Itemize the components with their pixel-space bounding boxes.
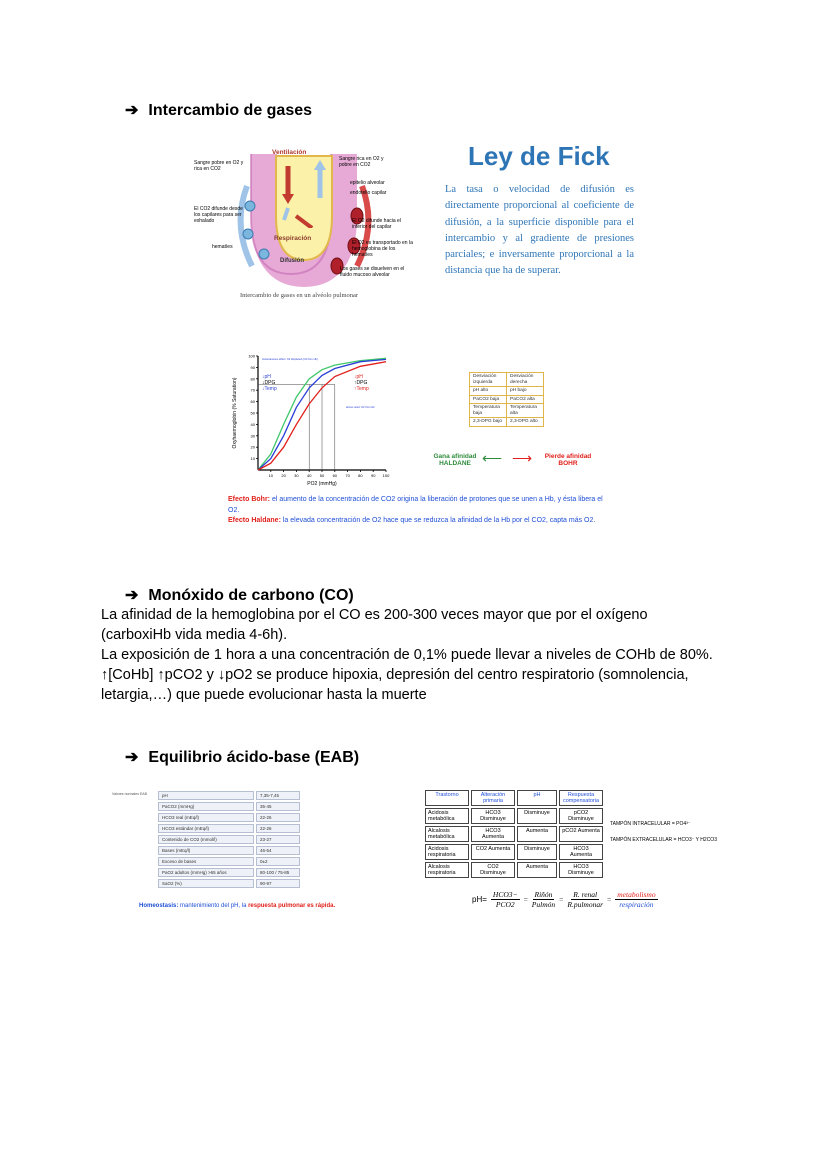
bohr-line bbox=[228, 495, 608, 516]
x-tick-label: 50 bbox=[319, 473, 325, 478]
section-heading-gases bbox=[125, 100, 312, 120]
ref-cell: SaO2 (%) bbox=[158, 879, 254, 888]
y-tick-label: 90 bbox=[250, 364, 255, 370]
eab-table bbox=[423, 788, 605, 880]
ref-cell: PaCO2 (mmHg) bbox=[158, 802, 254, 811]
eab-cell: HCO3 Aumenta bbox=[471, 826, 515, 842]
ref-cell: 35-45 bbox=[256, 802, 300, 811]
ref-cell: Bases (mEq/l) bbox=[158, 846, 254, 855]
shift-table bbox=[469, 372, 544, 427]
chart-svg bbox=[228, 350, 393, 490]
ref-cell: 90-97 bbox=[256, 879, 300, 888]
y-tick-label: 100 bbox=[248, 353, 255, 359]
shift-cell: pH alto bbox=[470, 387, 507, 396]
ref-table bbox=[156, 789, 302, 890]
eab-cell: HCO3 Disminuye bbox=[471, 808, 515, 824]
label-o2-transportado: El O2 es transportado en la hemoglobina de los hematíes bbox=[352, 240, 413, 258]
section-title: Intercambio de gases bbox=[148, 102, 313, 119]
y-tick-label: 70 bbox=[250, 387, 255, 393]
label-co2-difunde: El CO2 difunde desde los capilares para ser exhalado bbox=[194, 206, 243, 224]
gana-afinidad bbox=[430, 453, 480, 467]
y-tick-label: 20 bbox=[250, 444, 255, 450]
shift-cell: pH bajo bbox=[507, 387, 544, 396]
label-sangre-pobre: Sangre pobre en O2 y rica en CO2 bbox=[194, 160, 244, 172]
pierde-afinidad bbox=[540, 453, 596, 467]
x-axis-label: PO2 (mmHg) bbox=[307, 481, 337, 487]
eab-cell: pCO2 Disminuye bbox=[559, 808, 603, 824]
y-tick-label: 40 bbox=[250, 421, 255, 427]
annotation-top: Instantaneous effect: O2 displaced (O2 from Hb) bbox=[262, 358, 318, 361]
fraction-den: PCO2 bbox=[495, 900, 515, 909]
x-tick-label: 60 bbox=[332, 473, 338, 478]
ref-cell: 80-100 / 75-85 bbox=[256, 868, 300, 877]
label-gases-disuelven: Los gases se disuelven en el fluido mucoso alveolar bbox=[340, 266, 405, 278]
fraction-num: metabolismo bbox=[617, 890, 656, 899]
co-paragraph: La exposición de 1 hora a una concentración de 0,1% puede llevar a niveles de COHb de 80%. bbox=[101, 647, 713, 663]
bohr-label: Efecto Bohr: bbox=[228, 496, 270, 503]
arrow-left-icon: ⟵ bbox=[482, 450, 503, 466]
eab-cell: HCO3 Disminuye bbox=[559, 862, 603, 878]
y-tick-label: 10 bbox=[250, 456, 255, 462]
eab-cell: Alcalosis respiratoria bbox=[425, 862, 469, 878]
annotation-small: above rated: O2 from Hb bbox=[346, 406, 375, 409]
alveolus-fluid bbox=[276, 156, 332, 260]
shift-cell: PaCO2 alta bbox=[507, 395, 544, 404]
x-tick-label: 10 bbox=[268, 473, 274, 478]
gana-sub: HALDANE bbox=[439, 460, 471, 467]
label-ventilacion: Ventilación bbox=[272, 149, 307, 156]
figure-caption: Intercambio de gases en un alvéolo pulmonar bbox=[240, 292, 359, 299]
x-tick-label: 20 bbox=[281, 473, 286, 478]
fraction-den: respiración bbox=[619, 900, 654, 909]
bohr-text: el aumento de la concentración de CO2 origina la liberación de protones que se unen a Hb, y ésta libera el O2. bbox=[228, 496, 603, 514]
x-tick-label: 30 bbox=[294, 473, 299, 478]
arrow-right-icon: ➔ bbox=[125, 749, 139, 766]
fraction-num: HCO3− bbox=[492, 890, 518, 899]
fraction-den: R.pulmonar bbox=[567, 900, 603, 909]
ref-cell: HCO3 real (mEq/l) bbox=[158, 813, 254, 822]
label-endotelio: endotelio capilar bbox=[350, 190, 387, 196]
label-epitelio: epitelio alveolar bbox=[350, 180, 385, 186]
shift-cell: Temperatura alta bbox=[507, 404, 544, 418]
pierde-sub: BOHR bbox=[558, 460, 578, 467]
homeostasis-text: mantenimiento del pH, la bbox=[180, 903, 247, 909]
label-o2-difunde: El O2 difunde hacia el interior del capilar bbox=[352, 218, 401, 230]
ref-cell: HCO3 estándar (mEq/l) bbox=[158, 824, 254, 833]
tampon-extracelular: TAMPÓN EXTRACELULAR = HCO3⁻ Y H2CO3 bbox=[610, 837, 717, 843]
x-tick-label: 100 bbox=[382, 473, 390, 478]
section-title: Monóxido de carbono (CO) bbox=[148, 587, 354, 604]
fraction-2 bbox=[532, 890, 555, 909]
formula-prefix: pH= bbox=[472, 895, 487, 904]
section-heading-eab bbox=[125, 747, 359, 767]
label-respiracion: Respiración bbox=[274, 235, 312, 242]
eab-cell: CO2 Aumenta bbox=[471, 844, 515, 860]
x-tick-label: 40 bbox=[306, 473, 312, 478]
fraction-den: Pulmón bbox=[531, 900, 556, 909]
left-annotation: ↓pH bbox=[262, 374, 271, 380]
arrow-right-icon: ➔ bbox=[125, 102, 139, 119]
eab-header: Alteración primaria bbox=[471, 790, 515, 806]
ph-formula bbox=[472, 890, 658, 909]
eab-cell: Disminuye bbox=[517, 808, 557, 824]
ref-cell: Contenido de CO2 (mmol/l) bbox=[158, 835, 254, 844]
haldane-line bbox=[228, 516, 608, 527]
oxyhemoglobin-chart bbox=[228, 350, 393, 490]
y-tick-label: 80 bbox=[250, 376, 255, 382]
eab-header: Respuesta compensatoria bbox=[559, 790, 603, 806]
shift-cell: 2,3-DPG alto bbox=[507, 418, 544, 427]
gana-label: Gana afinidad bbox=[433, 453, 477, 460]
ref-cell: pH bbox=[158, 791, 254, 800]
eab-cell: CO2 Disminuye bbox=[471, 862, 515, 878]
fraction-3 bbox=[567, 890, 603, 909]
y-tick-label: 60 bbox=[250, 399, 255, 405]
eab-cell: pCO2 Aumenta bbox=[559, 826, 603, 842]
section-heading-co bbox=[125, 585, 354, 605]
tampon-intracelular: TAMPÓN INTRACELULAR = PO4³⁻ bbox=[610, 821, 691, 827]
shift-cell: PaCO2 baja bbox=[470, 395, 507, 404]
left-annotation: ↓DPG bbox=[262, 380, 276, 386]
fraction-num: Riñón bbox=[534, 890, 553, 899]
eab-cell: Aumenta bbox=[517, 826, 557, 842]
hematie-icon bbox=[245, 201, 255, 211]
fraction-4 bbox=[615, 890, 657, 909]
haldane-label: Efecto Haldane: bbox=[228, 517, 281, 524]
fick-text: La tasa o velocidad de difusión es directamente proporcional al coeficiente de difusión, a la superficie disponible para el intercambio y al gradiente de presiones parciales; e inversamente proporcional a la distancia que ha de superar. bbox=[445, 184, 634, 277]
bohr-haldane bbox=[228, 495, 608, 527]
co-paragraph: ↑[CoHb] ↑pCO2 y ↓pO2 se produce hipoxia, depresión del centro respiratorio (somnolencia, letargia,…) que puede evolucionar hasta la muerte bbox=[101, 667, 689, 703]
ref-cell: 22-26 bbox=[256, 813, 300, 822]
eab-table-wrap bbox=[423, 788, 605, 880]
homeostasis-label: Homeostasis: bbox=[139, 903, 179, 909]
fraction-num: R. renal bbox=[573, 890, 598, 899]
eab-header: pH bbox=[517, 790, 557, 806]
eab-header: Trastorno bbox=[425, 790, 469, 806]
shift-table-wrap bbox=[469, 372, 544, 427]
fick-title: Ley de Fick bbox=[468, 141, 610, 171]
shift-header-right: Desviación derecha bbox=[507, 373, 544, 387]
equals: = bbox=[607, 895, 612, 904]
x-tick-label: 70 bbox=[345, 473, 350, 478]
left-annotation: ↓Temp bbox=[262, 386, 277, 392]
ref-cell: 0±2 bbox=[256, 857, 300, 866]
homeostasis-red: respuesta pulmonar es rápida. bbox=[248, 903, 336, 909]
right-annotation: ↑DPG bbox=[354, 380, 368, 386]
alveolus-diagram bbox=[192, 146, 417, 306]
right-annotation: ↓pH bbox=[354, 374, 363, 380]
co-paragraph: La afinidad de la hemoglobina por el CO es 200-300 veces mayor que por el oxígeno (carboxiHb vida media 4-6h). bbox=[101, 607, 648, 643]
eab-cell: Acidosis metabólica bbox=[425, 808, 469, 824]
ref-table-wrap bbox=[156, 789, 302, 890]
haldane-text: la elevada concentración de O2 hace que se reduzca la afinidad de la Hb por el CO2, capta más O2. bbox=[282, 517, 596, 524]
eab-cell: Aumenta bbox=[517, 862, 557, 878]
pierde-label: Pierde afinidad bbox=[544, 453, 592, 460]
y-tick-label: 30 bbox=[250, 433, 255, 439]
eab-cell: Acidosis respiratoria bbox=[425, 844, 469, 860]
section-title: Equilibrio ácido-base (EAB) bbox=[148, 749, 360, 766]
label-hematies: hematíes bbox=[212, 244, 233, 250]
eab-cell: Alcalosis metabólica bbox=[425, 826, 469, 842]
y-tick-label: 50 bbox=[250, 410, 255, 416]
ref-cell: PaO2 adultos (mmHg) >65 años bbox=[158, 868, 254, 877]
homeostasis-line bbox=[139, 903, 335, 909]
arrow-right-icon: ➔ bbox=[125, 587, 139, 604]
equals: = bbox=[559, 895, 564, 904]
equals: = bbox=[523, 895, 528, 904]
co-paragraphs bbox=[101, 605, 721, 705]
label-difusion: Difusión bbox=[280, 258, 304, 264]
shift-cell: 2,3-DPG bajo bbox=[470, 418, 507, 427]
eab-cell: HCO3 Aumenta bbox=[559, 844, 603, 860]
ref-side-label: Valores normales EAB bbox=[112, 792, 147, 796]
eab-cell: Disminuye bbox=[517, 844, 557, 860]
ref-cell: 7,35-7,45 bbox=[256, 791, 300, 800]
ref-cell: 46-54 bbox=[256, 846, 300, 855]
shift-header-left: Desviación izquierda bbox=[470, 373, 507, 387]
arrow-right-icon: ⟶ bbox=[512, 450, 533, 466]
x-tick-label: 80 bbox=[358, 473, 363, 478]
x-tick-label: 90 bbox=[370, 473, 376, 478]
ref-cell: Exceso de bases bbox=[158, 857, 254, 866]
ref-cell: 23-27 bbox=[256, 835, 300, 844]
right-annotation: ↑Temp bbox=[354, 386, 369, 392]
label-sangre-rica: Sangre rica en O2 y pobre en CO2 bbox=[339, 156, 384, 168]
ref-cell: 22-26 bbox=[256, 824, 300, 833]
y-axis-label: Oxyhaemoglobin (% Saturation) bbox=[232, 377, 238, 449]
fraction-1 bbox=[491, 890, 520, 909]
shift-cell: Temperatura baja bbox=[470, 404, 507, 418]
